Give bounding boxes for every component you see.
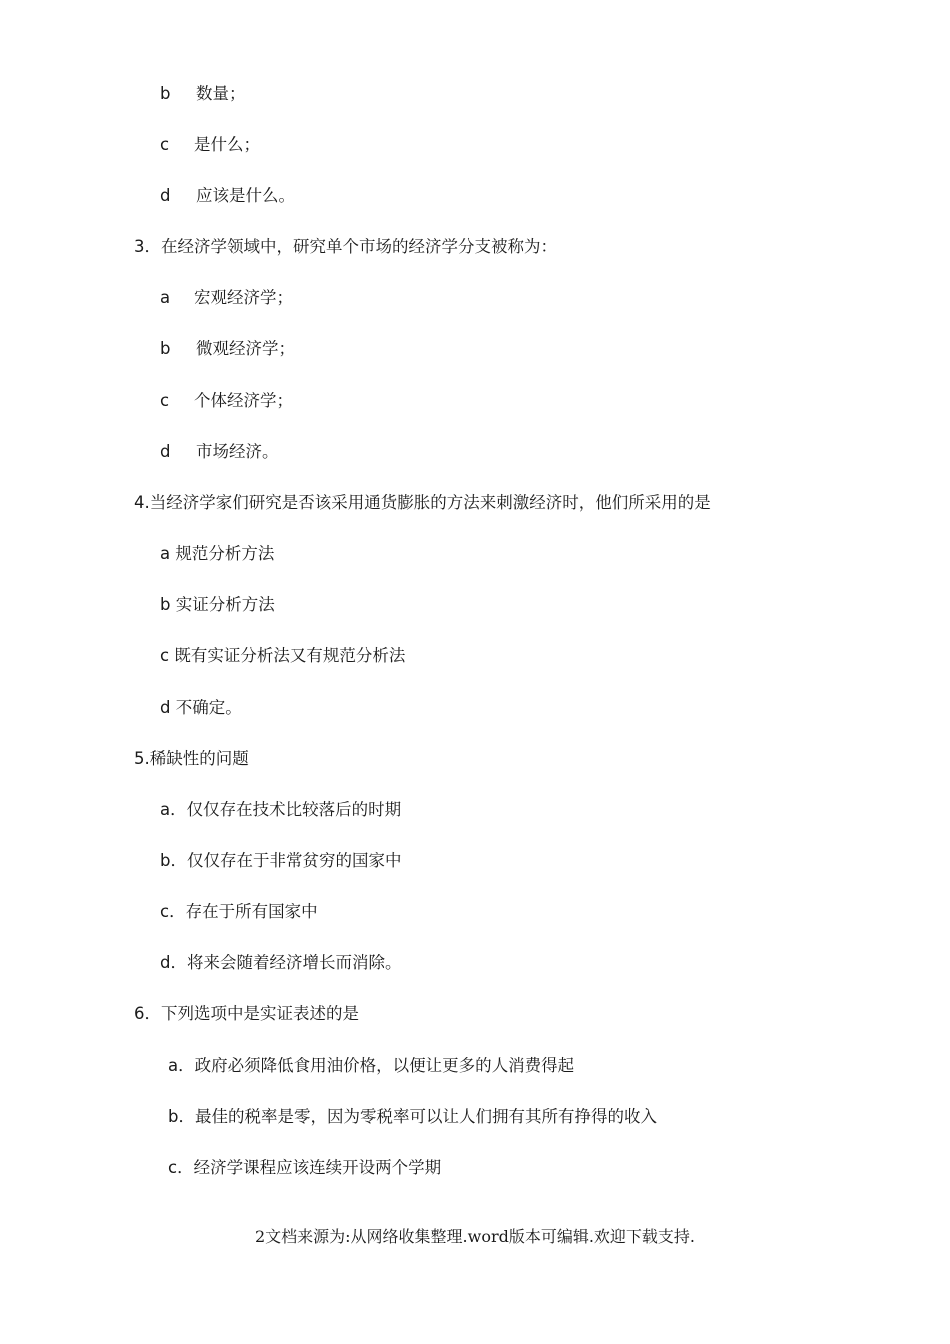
q4-option-b: b 实证分析方法 xyxy=(160,595,275,614)
q5-option-d: d．将来会随着经济增长而消除。 xyxy=(160,953,402,972)
option-text: 数量； xyxy=(196,84,246,103)
q2-option-d xyxy=(160,185,295,207)
q3-option-b xyxy=(160,338,295,360)
option-text: 应该是什么。 xyxy=(196,186,295,205)
q6-option-b: b．最佳的税率是零，因为零税率可以让人们拥有其所有挣得的收入 xyxy=(168,1107,657,1126)
q6-stem: 6．下列选项中是实证表述的是 xyxy=(134,1004,359,1023)
option-text: 宏观经济学； xyxy=(194,288,293,307)
option-text: 微观经济学； xyxy=(196,339,295,358)
q3-option-c xyxy=(160,390,293,412)
q6-option-c: c．经济学课程应该连续开设两个学期 xyxy=(168,1158,442,1177)
option-text: 市场经济。 xyxy=(196,442,279,461)
page-footer: 2文档来源为:从网络收集整理.word版本可编辑.欢迎下载支持. xyxy=(254,1227,696,1246)
option-text: 个体经济学； xyxy=(194,391,293,410)
q2-option-c xyxy=(160,134,260,156)
option-text: 是什么； xyxy=(194,135,260,154)
q4-option-d: d 不确定。 xyxy=(160,698,242,717)
q5-option-a: a．仅仅存在技术比较落后的时期 xyxy=(160,800,402,819)
option-letter: d xyxy=(160,442,171,461)
q2-option-b xyxy=(160,83,246,105)
q3-option-a xyxy=(160,287,293,309)
q3-stem: 3．在经济学领域中，研究单个市场的经济学分支被称为： xyxy=(134,237,557,256)
option-letter: a xyxy=(160,288,171,307)
option-letter: b xyxy=(160,339,171,358)
q4-option-a: a 规范分析方法 xyxy=(160,544,275,563)
option-letter: c xyxy=(160,391,170,410)
q5-option-b: b．仅仅存在于非常贫穷的国家中 xyxy=(160,851,402,870)
q3-option-d xyxy=(160,441,279,463)
q5-option-c: c．存在于所有国家中 xyxy=(160,902,318,921)
q4-option-c: c 既有实证分析法又有规范分析法 xyxy=(160,646,406,665)
q4-stem: 4.当经济学家们研究是否该采用通货膨胀的方法来刺激经济时，他们所采用的是 xyxy=(134,493,711,512)
option-letter: c xyxy=(160,135,170,154)
q5-stem: 5.稀缺性的问题 xyxy=(134,749,249,768)
option-letter: d xyxy=(160,186,171,205)
option-letter: b xyxy=(160,84,171,103)
q6-option-a: a．政府必须降低食用油价格，以便让更多的人消费得起 xyxy=(168,1056,575,1075)
